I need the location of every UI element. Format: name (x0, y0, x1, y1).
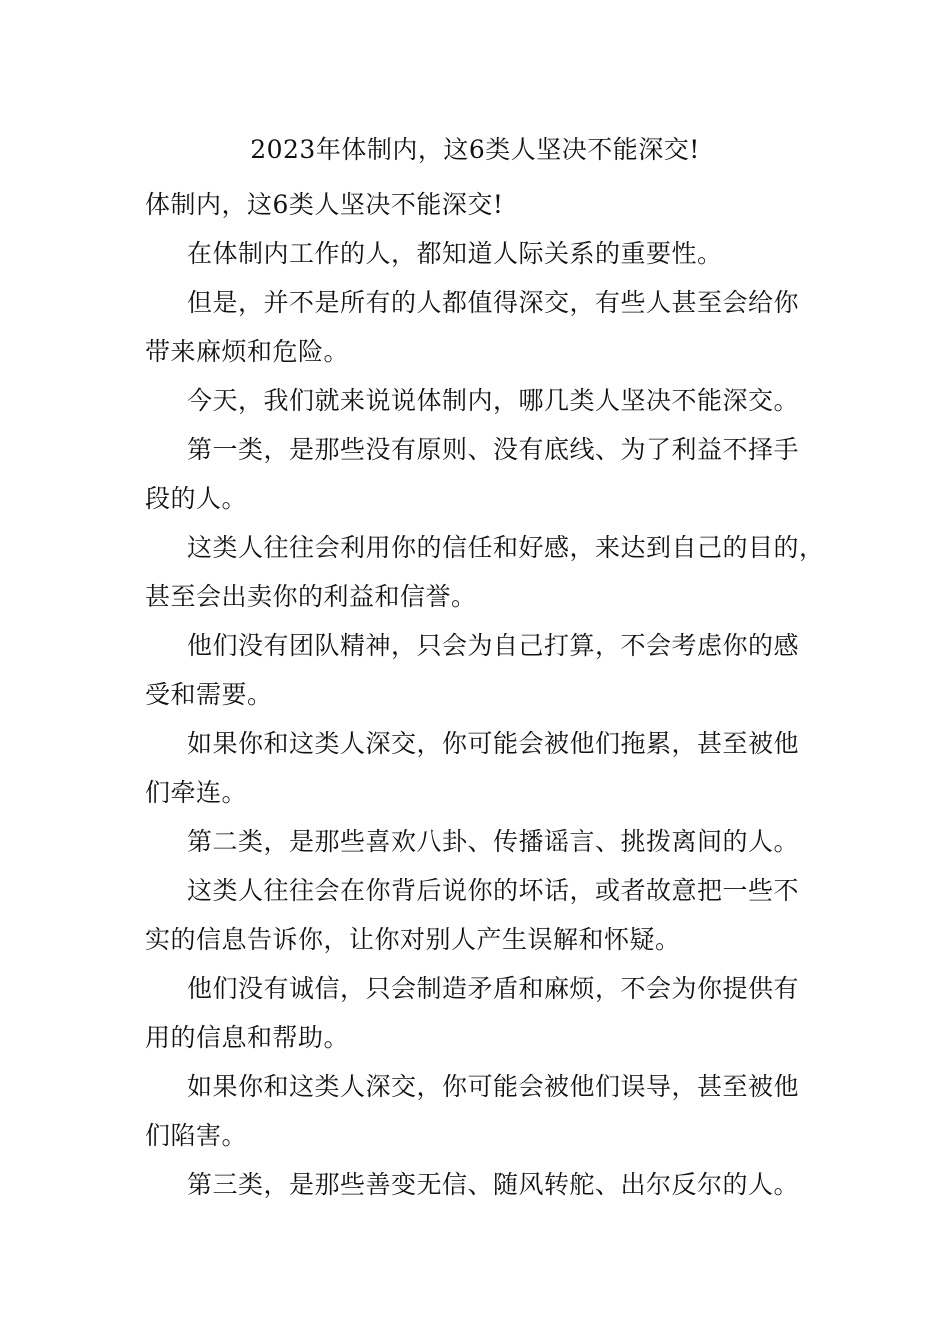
paragraph (145, 866, 835, 964)
paragraph (145, 278, 835, 376)
paragraph-line: 受和需要。 (145, 680, 273, 709)
paragraph (145, 817, 835, 866)
paragraph-line: 今天，我们就来说说体制内，哪几类人坚决不能深交。 (187, 386, 800, 415)
paragraph-line: 段的人。 (145, 484, 248, 513)
paragraph-line: 在体制内工作的人，都知道人际关系的重要性。 (187, 239, 723, 268)
paragraph-line: 但是，并不是所有的人都值得深交，有些人甚至会给你 (187, 288, 800, 317)
paragraph (145, 523, 835, 621)
paragraph (145, 229, 835, 278)
document-body (145, 180, 835, 1209)
paragraph-line: 第二类，是那些喜欢八卦、传播谣言、挑拨离间的人。 (187, 827, 800, 856)
paragraph-line: 甚至会出卖你的利益和信誉。 (145, 582, 477, 611)
paragraph (145, 964, 835, 1062)
paragraph-line: 体制内，这6类人坚决不能深交! (145, 190, 504, 219)
paragraph-line: 如果你和这类人深交，你可能会被他们拖累，甚至被他 (187, 729, 800, 758)
paragraph-line: 这类人往往会利用你的信任和好感，来达到自己的目的， (187, 533, 825, 562)
paragraph-line: 第一类，是那些没有原则、没有底线、为了利益不择手 (187, 435, 800, 464)
paragraph-line: 带来麻烦和危险。 (145, 337, 350, 366)
paragraph (145, 1062, 835, 1160)
paragraph (145, 376, 835, 425)
paragraph-line: 他们没有诚信，只会制造矛盾和麻烦，不会为你提供有 (187, 974, 800, 1003)
document-title: 2023年体制内，这6类人坚决不能深交! (250, 135, 700, 164)
paragraph (145, 1160, 835, 1209)
paragraph-line: 实的信息告诉你，让你对别人产生误解和怀疑。 (145, 925, 681, 954)
paragraph-line: 他们没有团队精神，只会为自己打算，不会考虑你的感 (187, 631, 800, 660)
paragraph-line: 们牵连。 (145, 778, 248, 807)
paragraph-line: 这类人往往会在你背后说你的坏话，或者故意把一些不 (187, 876, 800, 905)
paragraph (145, 621, 835, 719)
paragraph (145, 180, 835, 229)
paragraph (145, 719, 835, 817)
paragraph-line: 如果你和这类人深交，你可能会被他们误导，甚至被他 (187, 1072, 800, 1101)
paragraph-line: 们陷害。 (145, 1121, 248, 1150)
paragraph-line: 第三类，是那些善变无信、随风转舵、出尔反尔的人。 (187, 1170, 800, 1199)
paragraph-line: 用的信息和帮助。 (145, 1023, 350, 1052)
paragraph (145, 425, 835, 523)
